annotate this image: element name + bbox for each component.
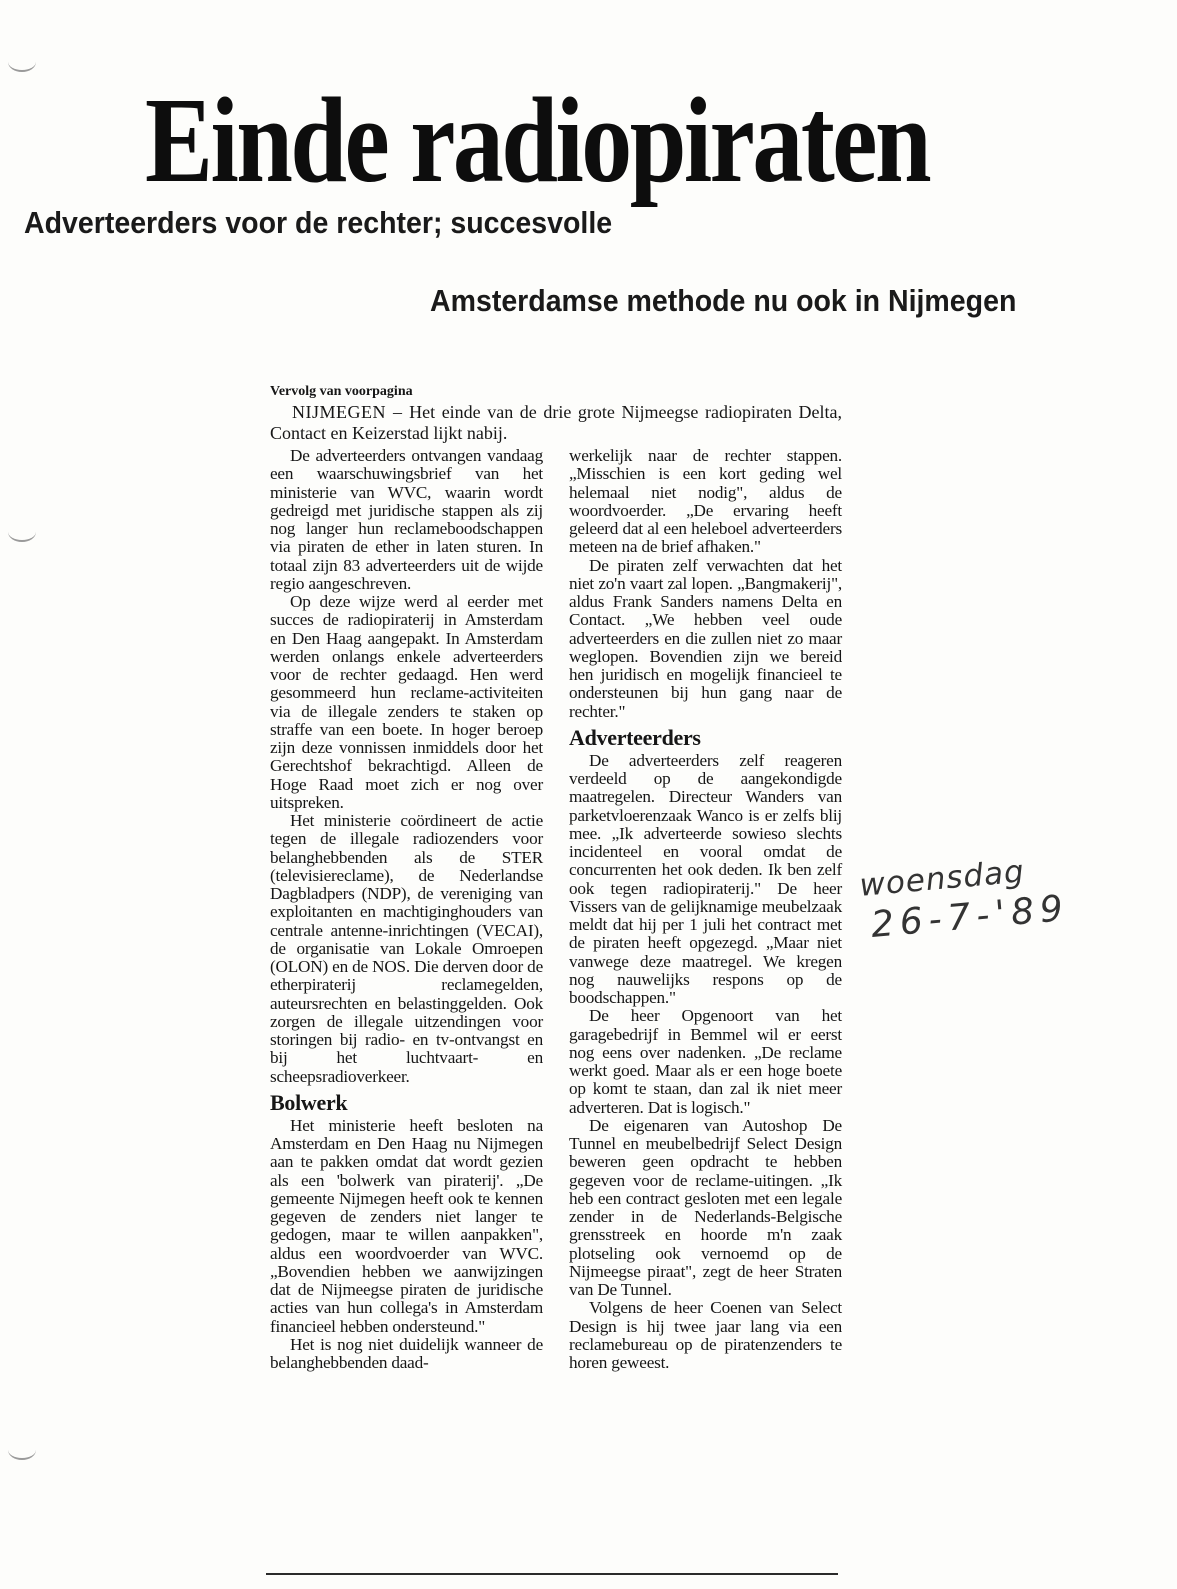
lead-text: Het einde van de drie grote Nijmeegse radiopiraten Delta, Contact en Keizerstad lijkt nabij. (270, 402, 842, 443)
paragraph: Het ministerie heeft besloten na Amsterdam en Den Haag nu Nijmegen aan te pakken omdat dat wordt gezien als een 'bolwerk van piraterij'. „De gemeente Nijmegen heeft ook te kennen gegeven de zenders niet langer te gedogen, maar te willen aanpakken", aldus een woordvoerder van WVC. „Bovendien hebben we aanwijzingen dat de Nijmeegse piraten de juridische acties van hun collega's in Amsterdam financieel hebben ondersteund." (270, 1115, 543, 1336)
handwritten-date: 26-7-'89 (869, 887, 1071, 947)
column-1 (270, 447, 543, 1372)
paragraph: Het is nog niet duidelijk wanneer de belanghebbenden daad- (270, 1334, 543, 1372)
section-heading-bolwerk: Bolwerk (270, 1089, 348, 1115)
article (270, 384, 842, 1372)
lead-paragraph (270, 402, 842, 444)
continued-label: Vervolg van voorpagina (270, 384, 413, 399)
paragraph: De eigenaren van Autoshop De Tunnel en meubelbedrijf Select Design beweren geen opdracht te hebben gegeven voor de reclame-uitingen. „Ik heb een contract gesloten met een legale zender in de Nederlands-Belgische grensstreek en hoorde m'n zaak plotseling ook vernoemd op de Nijmeegse piraat", zegt de heer Straten van De Tunnel. (569, 1115, 842, 1299)
article-columns (270, 447, 842, 1372)
paragraph: Op deze wijze werd al eerder met succes de radiopiraterij in Amsterdam en Den Haag aangepakt. In Amsterdam werden onlangs enkele adverteerders voor de rechter gedaagd. Hen werd gesommeerd hun reclame-activiteiten via de illegale zenders te staken op straffe van een boete. In hoger beroep zijn deze vonnissen inmiddels door het Gerechtshof bekrachtigd. Alleen de Hoge Raad moet zich er nog over uitspreken. (270, 592, 543, 812)
punch-hole-bottom (8, 1440, 36, 1460)
paragraph: Het ministerie coördineert de actie tegen de illegale radiozenders voor belanghebbenden als de STER (televisiereclame), de Nederlandse Dagbladpers (NDP), de vereniging van exploitanten en machtiginghouders van centrale antenne-inrichtingen (VECAI), de organisatie van Lokale Omroepen (OLON) en de NOS. Die derven door de etherpiraterij reclamegelden, auteursrechten en belastinggelden. Ook zorgen de illegale uitzendingen voor storingen bij radio- en tv-ontvangst en bij het luchtvaart- en scheepsradioverkeer. (270, 811, 543, 1086)
headline: Einde radiopiraten (145, 72, 930, 208)
paragraph: De adverteerders ontvangen vandaag een waarschuwingsbrief van het ministerie van WVC, waarin wordt gedreigd met juridische stappen als zij nog langer hun reclameboodschappen via piraten de ether in laten sturen. In totaal zijn 83 adverteerders uit de wijde regio aangeschreven. (270, 446, 543, 593)
subheadline-2: Amsterdamse methode nu ook in Nijmegen (430, 283, 1017, 318)
punch-hole-middle (8, 522, 36, 542)
handwritten-date-note (858, 850, 1071, 947)
handwritten-day: woensdag (858, 853, 1027, 904)
section-heading-adverteerders: Adverteerders (569, 724, 701, 750)
bottom-rule (266, 1573, 838, 1575)
punch-hole-top (8, 52, 36, 72)
column-2 (569, 447, 842, 1372)
paragraph: De piraten zelf verwachten dat het niet zo'n vaart zal lopen. „Bangmakerij", aldus Frank Sanders namens Delta en Contact. „We hebben veel oude adverteerders en die zullen niet zo maar weglopen. Bovendien zijn we bereid hen juridisch en mogelijk financieel te ondersteunen bij hun gang naar de rechter." (569, 555, 842, 721)
paragraph: De adverteerders zelf reageren verdeeld op de aangekondigde maatregelen. Directeur Wanders van parketvloerenzaak Wanco is er zelfs blij mee. „Ik adverteerde sowieso slechts incidenteel en vooral omdat de concurrenten het ook deden. Ik ben zelf ook tegen radiopiraterij." De heer Vissers van de gelijknamige meubelzaak meldt dat hij per 1 juli het contract met de piraten heeft opgezegd. „Maar niet vanwege deze maatregel. We kregen nog nauwelijks respons op de boodschappen." (569, 750, 842, 1007)
subheadline-1: Adverteerders voor de rechter; succesvolle (24, 205, 613, 240)
paragraph: werkelijk naar de rechter stappen. „Misschien is een kort geding wel helemaal niet nodig", aldus de woordvoerder. „De ervaring heeft geleerd dat al een heleboel adverteerders meteen na de brief afhaken." (569, 446, 842, 557)
paragraph: De heer Opgenoort van het garagebedrijf in Bemmel wil er eerst nog eens over nadenken. „De reclame werkt goed. Maar als er een hoge boete op komt te staan, dan zal ik niet meer adverteren. Dat is logisch." (569, 1006, 842, 1117)
paragraph: Volgens de heer Coenen van Select Design is hij twee jaar lang via een reclamebureau op de piratenzenders te horen geweest. (569, 1298, 842, 1372)
dateline: NIJMEGEN – (292, 402, 403, 422)
